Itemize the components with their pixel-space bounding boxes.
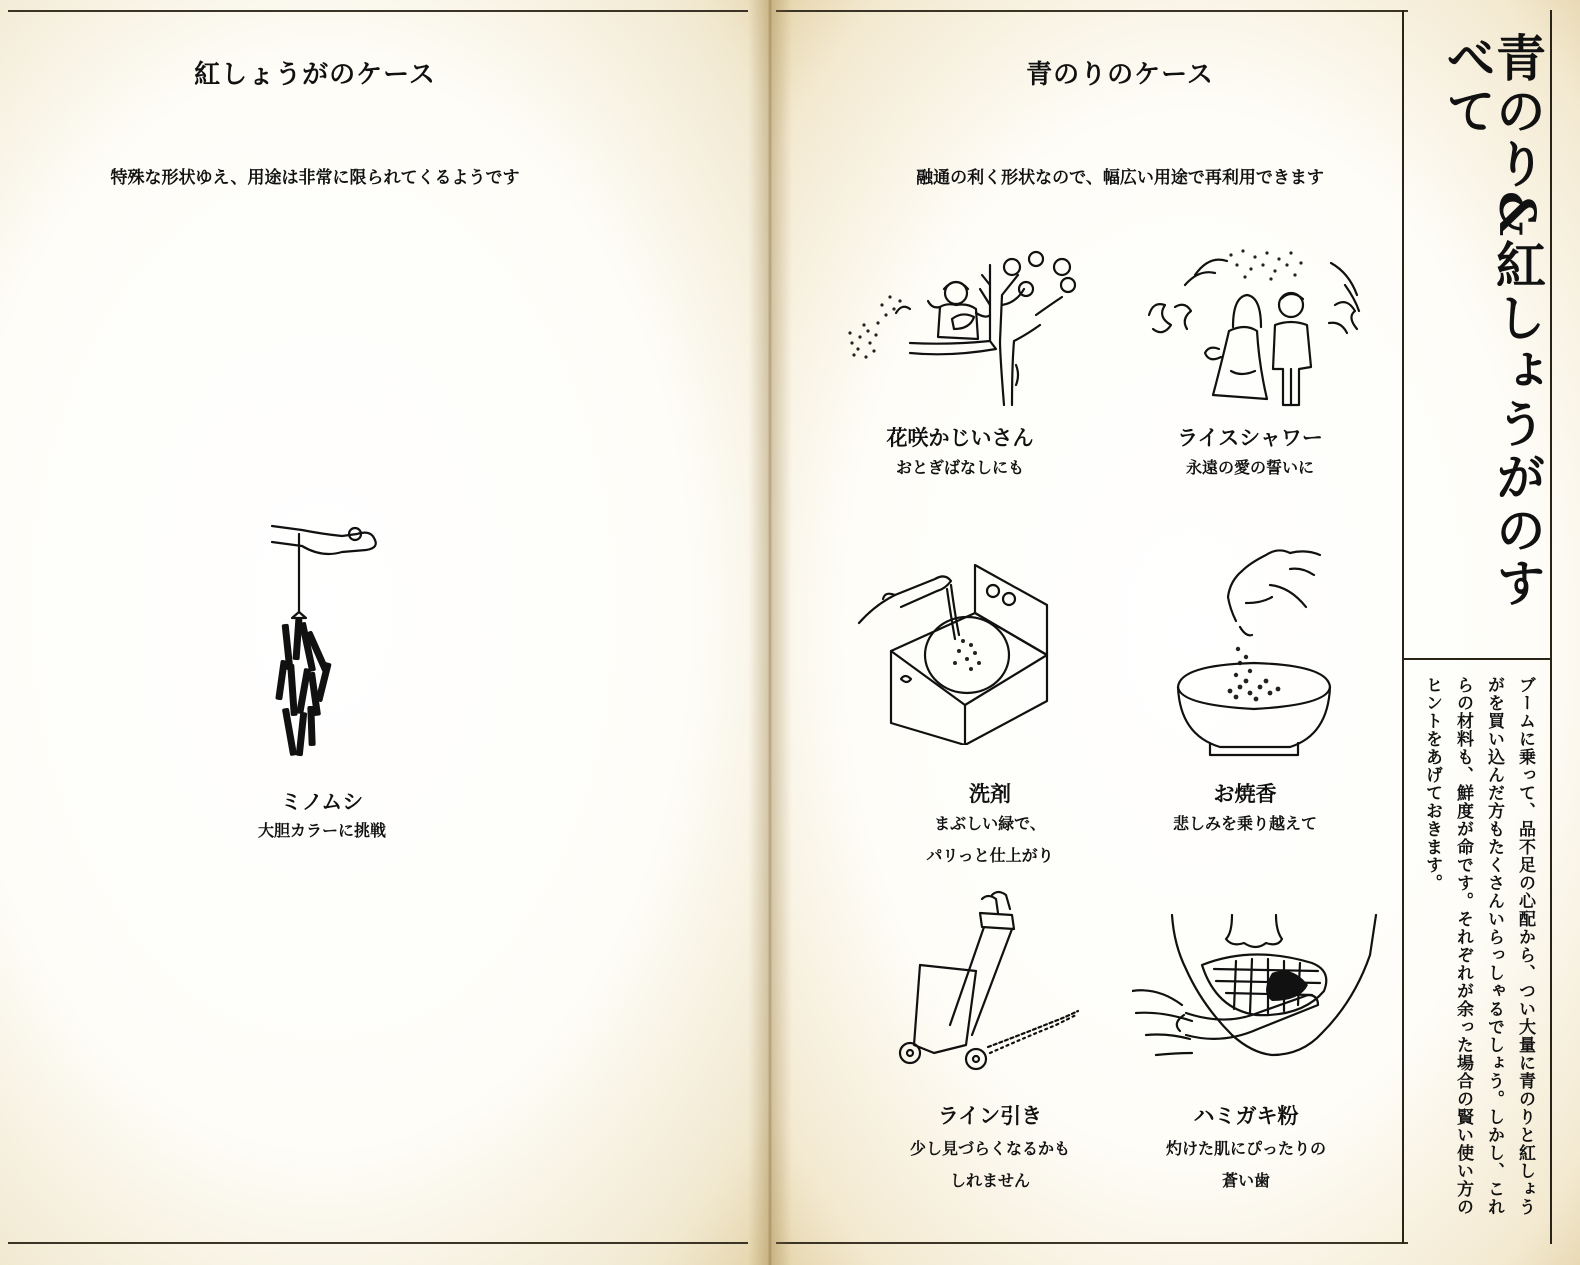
right-subheading: 融通の利く形状なので、幅広い用途で再利用できます [916, 168, 1324, 188]
sidebar-body: ブームに乗って、品不足の心配から、つい大量に青のりと紅しょうがを買い込んだ方もたくさんいらっしゃるでしょう。しかし、これらの材料も、鮮度が命です。それぞれが余った場合の賢い使い方のヒントをあげておきます。 [1422, 676, 1535, 1216]
toothbrush-mouth-icon [1132, 905, 1382, 1085]
sidebar-title: 青のり&紅しょうがのすべて [1438, 32, 1547, 611]
left-bottom-rule [8, 1242, 748, 1244]
item3-caption-line2: パリっと仕上がり [926, 846, 1054, 865]
item6-title: ハミガキ粉 [1193, 1104, 1299, 1128]
item6-caption-line2: 蒼い歯 [1221, 1171, 1270, 1190]
old-man-in-tree-icon [840, 245, 1090, 410]
item4-title: お焼香 [1213, 782, 1277, 806]
washing-machine-icon [855, 555, 1055, 745]
item5-caption-line1: 少し見づらくなるかも [909, 1139, 1070, 1158]
item6-caption [1111, 1133, 1381, 1197]
item3-caption [860, 808, 1120, 872]
item1-title: 花咲かじいさん [886, 426, 1034, 450]
bagworm-title: ミノムシ [280, 790, 364, 814]
sidebar-panel [1402, 10, 1552, 1244]
item5-title: ライン引き [937, 1104, 1043, 1128]
left-subheading: 特殊な形状ゆえ、用途は非常に限られてくるようです [110, 168, 520, 188]
bagworm-hanging-icon [262, 512, 392, 772]
item5-caption-line2: しれません [949, 1171, 1030, 1190]
item1-caption: おとぎばなしにも [895, 458, 1024, 477]
item2-title: ライスシャワー [1177, 426, 1323, 450]
wedding-couple-icon [1135, 245, 1370, 415]
left-page [0, 0, 770, 1265]
bagworm-caption: 大胆カラーに挑戦 [257, 821, 386, 840]
item4-caption: 悲しみを乗り越えて [1172, 814, 1317, 833]
left-top-rule [8, 10, 748, 12]
item3-caption-line1: まぶしい緑で、 [934, 814, 1046, 833]
item5-caption [855, 1133, 1125, 1197]
item3-title: 洗剤 [969, 782, 1011, 806]
item2-caption: 永遠の愛の誓いに [1185, 458, 1314, 477]
right-top-rule [776, 10, 1408, 12]
line-marker-cart-icon [880, 885, 1080, 1075]
incense-bowl-icon [1170, 545, 1340, 760]
item6-caption-line1: 灼けた肌にぴったりの [1165, 1139, 1326, 1158]
right-heading: 青のりのケース [1026, 60, 1214, 90]
left-heading: 紅しょうがのケース [194, 60, 436, 90]
sidebar-divider [1404, 658, 1550, 660]
right-bottom-rule [776, 1242, 1408, 1244]
